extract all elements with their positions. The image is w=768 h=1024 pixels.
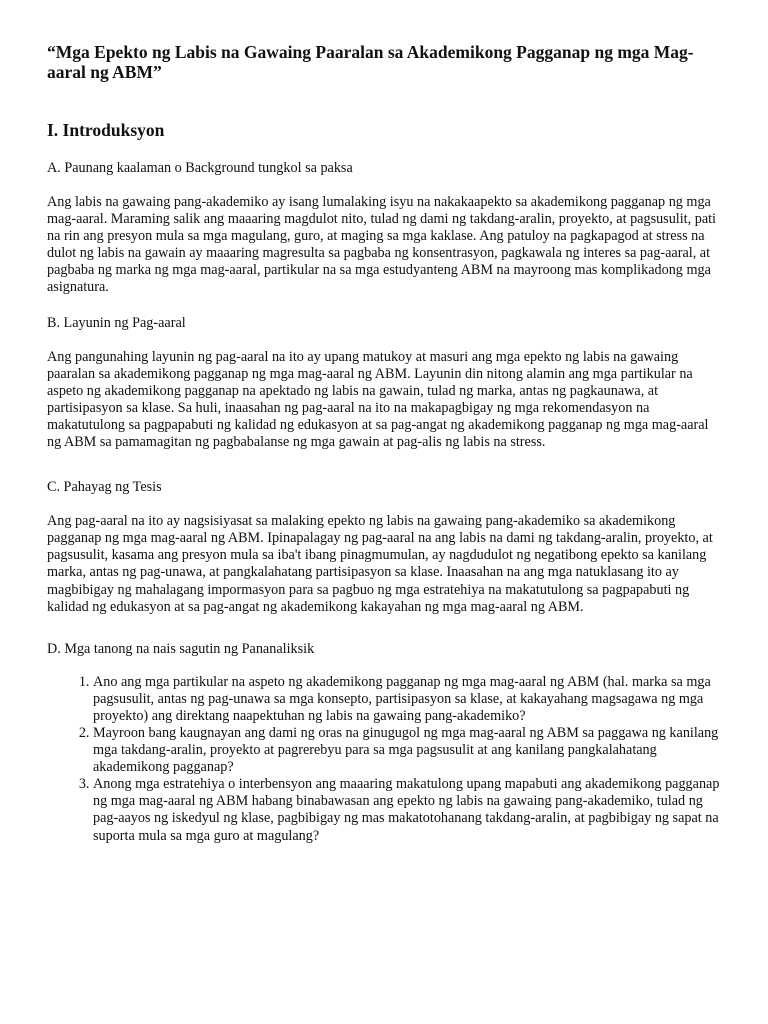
subsection-heading-tesis: C. Pahayag ng Tesis (47, 479, 162, 496)
paragraph-layunin: Ang pangunahing layunin ng pag-aaral na ito ay upang matukoy at masuri ang mga epekto ng labis na gawaing paaralan sa akademikong pagganap ng mga mag-aaral ng ABM. Layunin din nitong alamin ang mga partikular na aspeto ng akademikong pagganap na apektado ng labis na gawain, tulad ng marka, antas ng pagkaunawa, at partisipasyon sa klase. Sa huli, inaasahan ng pag-aaral na ito na makapagbigay ng mga rekomendasyon na makatutulong sa pagpapabuti ng kalidad ng edukasyon at sa pag-angat ng akademikong pagganap ng mga mag-aaral ng ABM sa pamamagitan ng pagbabalanse ng mga gawain at pag-alis ng labis na stress. (47, 348, 709, 451)
research-question-2: 2. Mayroon bang kaugnayan ang dami ng oras na ginugugol ng mga mag-aaral ng ABM sa paggawa ng kanilang mga takdang-aralin, proyekto at pagrerebyu para sa mga pagsusulit at ang kanilang pangkalahatang akademikong pagganap? (93, 725, 722, 776)
subsection-heading-layunin: B. Layunin ng Pag-aaral (47, 314, 186, 331)
paragraph-tesis: Ang pag-aaral na ito ay nagsisiyasat sa malaking epekto ng labis na gawaing pang-akademiko sa akademikong pagganap ng mga mag-aaral ng ABM. Ipinapalagay ng pag-aaral na ang labis na dami ng takdang-aralin, proyekto, at pagsusulit, kasama ang presyon mula sa iba't ibang pinagmumulan, ay nagdudulot ng negatibong epekto sa kanilang marka, antas ng pag-unawa, at pangkalahatang partisipasyon sa klase. Inaasahan na ang mga natuklasang ito ay magbibigay ng mahalagang impormasyon para sa pagbuo ng mga estratehiya na makatutulong sa pagpapabuti ng kalidad ng edukasyon at sa pag-angat ng akademikong kakayahan ng mga mag-aaral ng ABM. (47, 513, 713, 615)
document-title: “Mga Epekto ng Labis na Gawaing Paaralan sa Akademikong Pagganap ng mga Mag-aaral ng ABM” (47, 42, 694, 82)
section-heading-introduksyon: I. Introduksyon (47, 120, 165, 140)
subsection-heading-background: A. Paunang kaalaman o Background tungkol sa paksa (47, 160, 353, 176)
subsection-heading-tanong: D. Mga tanong na nais sagutin ng Pananaliksik (47, 640, 315, 657)
research-question-3: 3. Anong mga estratehiya o interbensyon ang maaaring makatulong upang mapabuti ang akademikong pagganap ng mga mag-aaral ng ABM habang binabawasan ang epekto ng labis na gawaing pang-akademiko, tulad ng pag-aayos ng iskedyul ng klase, pagbibigay ng mas makatotohanang takdang-aralin, at pagbibigay ng sapat na suporta mula sa mga guro at magulang? (93, 776, 722, 844)
research-questions-list (47, 674, 722, 845)
research-question-1: 1. Ano ang mga partikular na aspeto ng akademikong pagganap ng mga mag-aaral ng ABM (hal. marka sa mga pagsusulit, antas ng pag-unawa sa mga konsepto, partisipasyon sa klase, at kakayahang magsagawa ng mga proyekto) ang direktang naapektuhan ng labis na gawaing pang-akademiko? (93, 674, 722, 725)
paragraph-background: Ang labis na gawaing pang-akademiko ay isang lumalaking isyu na nakakaapekto sa akademikong pagganap ng mga mag-aaral. Maraming salik ang maaaring magdulot nito, tulad ng dami ng takdang-aralin, proyekto, at pagsusulit, pati na rin ang presyon mula sa mga magulang, guro, at maging sa mga kaklase. Ang patuloy na pagkapagod at stress na dulot ng labis na gawain ay maaaring magresulta sa pagbaba ng konsentrasyon, pagkawala ng interes sa pag-aaral, at pagbaba ng marka ng mga mag-aaral, partikular na sa mga estudyanteng ABM na mayroong mas komplikadong mga asignatura. (47, 194, 716, 296)
